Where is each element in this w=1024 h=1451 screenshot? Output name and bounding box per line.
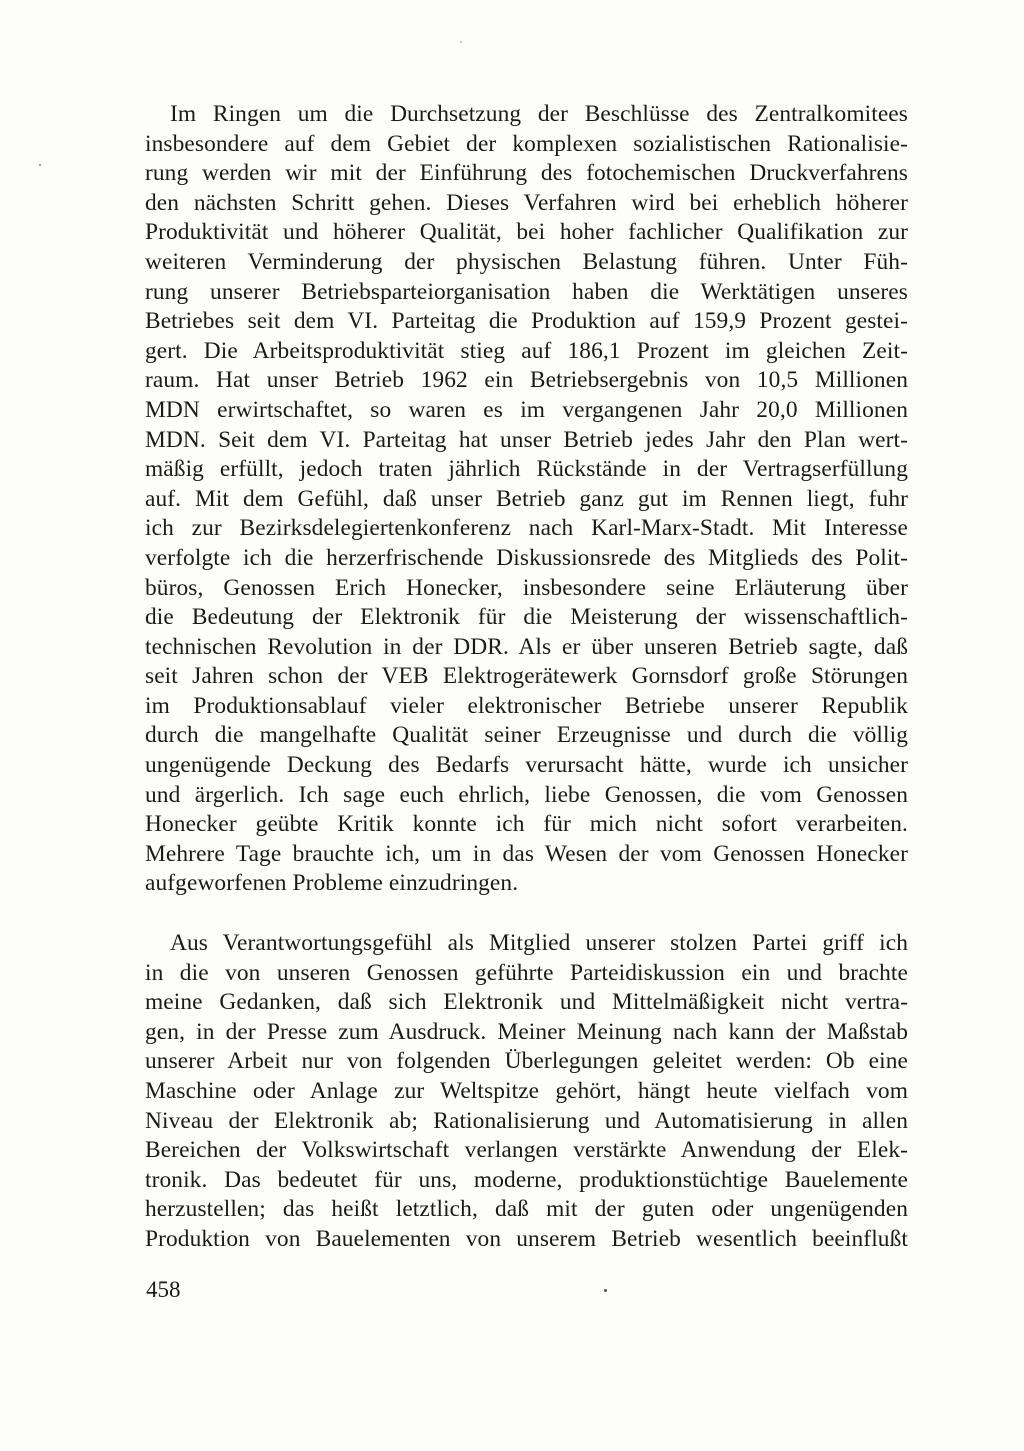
paragraph-2-line-1: Aus Verantwortungsgefühl als Mitglied unserer stolzen Partei griff ich (170, 930, 908, 956)
paragraph-2-line-11: Produktion von Bauelementen von unserem Betrieb wesentlich beeinflußt (145, 1225, 908, 1252)
paragraph-2-line-8: Bereichen der Volkswirtschaft verlangen verstärkte Anwendung der Elek- (145, 1137, 908, 1164)
paragraph-1-line-21: im Produktionsablauf vieler elektronischer Betriebe unserer Republik (145, 692, 908, 719)
page-number: 458 (146, 1277, 181, 1302)
paragraph-1-line-26: Mehrere Tage brauchte ich, um in das Wesen der vom Genossen Honecker (145, 840, 908, 867)
paragraph-1-line-9: gert. Die Arbeitsproduktivität stieg auf 186,1 Prozent im gleichen Zeit- (145, 337, 908, 364)
paragraph-1-line-14: auf. Mit dem Gefühl, daß unser Betrieb ganz gut im Rennen liegt, fuhr (145, 485, 908, 512)
paragraph-1-line-4: den nächsten Schritt gehen. Dieses Verfahren wird bei erheblich höherer (145, 189, 908, 216)
paragraph-2-line-9: tronik. Das bedeutet für uns, moderne, produktionstüchtige Bauelemente (145, 1166, 908, 1193)
print-speck-mark (604, 1289, 607, 1292)
paragraph-1-line-22: durch die mangelhafte Qualität seiner Erzeugnisse und durch die völlig (145, 722, 908, 749)
paragraph-2-line-4: gen, in der Presse zum Ausdruck. Meiner Meinung nach kann der Maßstab (145, 1018, 908, 1045)
paragraph-1-line-8: Betriebes seit dem VI. Parteitag die Produktion auf 159,9 Prozent gestei- (145, 308, 908, 335)
paragraph-2 (145, 929, 908, 1255)
paragraph-1-line-18: die Bedeutung der Elektronik für die Meisterung der wissenschaftlich- (145, 604, 908, 631)
paragraph-1-line-11: MDN erwirtschaftet, so waren es im vergangenen Jahr 20,0 Millionen (145, 396, 908, 423)
paragraph-1-line-1: Im Ringen um die Durchsetzung der Beschlüsse des Zentralkomitees (170, 101, 908, 127)
paragraph-1 (145, 100, 908, 899)
paragraph-1-line-3: rung werden wir mit der Einführung des fotochemischen Druckverfahrens (145, 160, 908, 187)
paragraph-1-line-13: mäßig erfüllt, jedoch traten jährlich Rückstände in der Vertragserfüllung (145, 456, 908, 483)
paragraph-1-line-23: ungenügende Deckung des Bedarfs verursacht hätte, wurde ich unsicher (145, 752, 908, 779)
paragraph-1-line-7: rung unserer Betriebsparteiorganisation haben die Werktätigen unseres (145, 278, 908, 305)
paragraph-1-line-12: MDN. Seit dem VI. Parteitag hat unser Betrieb jedes Jahr den Plan wert- (145, 426, 908, 453)
paragraph-2-line-5: unserer Arbeit nur von folgenden Überlegungen geleitet werden: Ob eine (145, 1048, 908, 1075)
paragraph-1-line-5: Produktivität und höherer Qualität, bei hoher fachlicher Qualifikation zur (145, 219, 908, 246)
paragraph-1-line-17: büros, Genossen Erich Honecker, insbesondere seine Erläuterung über (145, 574, 908, 601)
paragraph-1-line-6: weiteren Verminderung der physischen Belastung führen. Unter Füh- (145, 248, 908, 275)
paragraph-1-line-27: aufgeworfenen Probleme einzudringen. (145, 870, 519, 897)
paragraph-1-line-10: raum. Hat unser Betrieb 1962 ein Betriebsergebnis von 10,5 Millionen (145, 367, 908, 394)
paragraph-1-line-24: und ärgerlich. Ich sage euch ehrlich, liebe Genossen, die vom Genossen (145, 781, 908, 808)
paragraph-2-line-3: meine Gedanken, daß sich Elektronik und Mittelmäßigkeit nicht vertra- (145, 989, 908, 1016)
paragraph-1-line-15: ich zur Bezirksdelegiertenkonferenz nach Karl-Marx-Stadt. Mit Interesse (145, 515, 908, 542)
paragraph-1-line-19: technischen Revolution in der DDR. Als er über unseren Betrieb sagte, daß (145, 633, 908, 660)
paragraph-2-line-7: Niveau der Elektronik ab; Rationalisierung und Automatisierung in allen (145, 1107, 908, 1134)
paragraph-1-line-2: insbesondere auf dem Gebiet der komplexen sozialistischen Rationalisie- (145, 130, 908, 157)
paragraph-2-line-6: Maschine oder Anlage zur Weltspitze gehört, hängt heute vielfach vom (145, 1077, 908, 1104)
paragraph-2-line-10: herzustellen; das heißt letztlich, daß mit der guten oder ungenügenden (145, 1196, 908, 1223)
print-speck-mark (460, 41, 462, 43)
print-speck-mark (39, 164, 41, 166)
paragraph-1-line-16: verfolgte ich die herzerfrischende Diskussionsrede des Mitglieds des Polit- (145, 544, 908, 571)
paragraph-1-line-20: seit Jahren schon der VEB Elektrogerätewerk Gornsdorf große Störungen (145, 663, 908, 690)
paragraph-1-line-25: Honecker geübte Kritik konnte ich für mich nicht sofort verarbeiten. (145, 811, 908, 838)
paragraph-2-line-2: in die von unseren Genossen geführte Parteidiskussion ein und brachte (145, 959, 908, 986)
